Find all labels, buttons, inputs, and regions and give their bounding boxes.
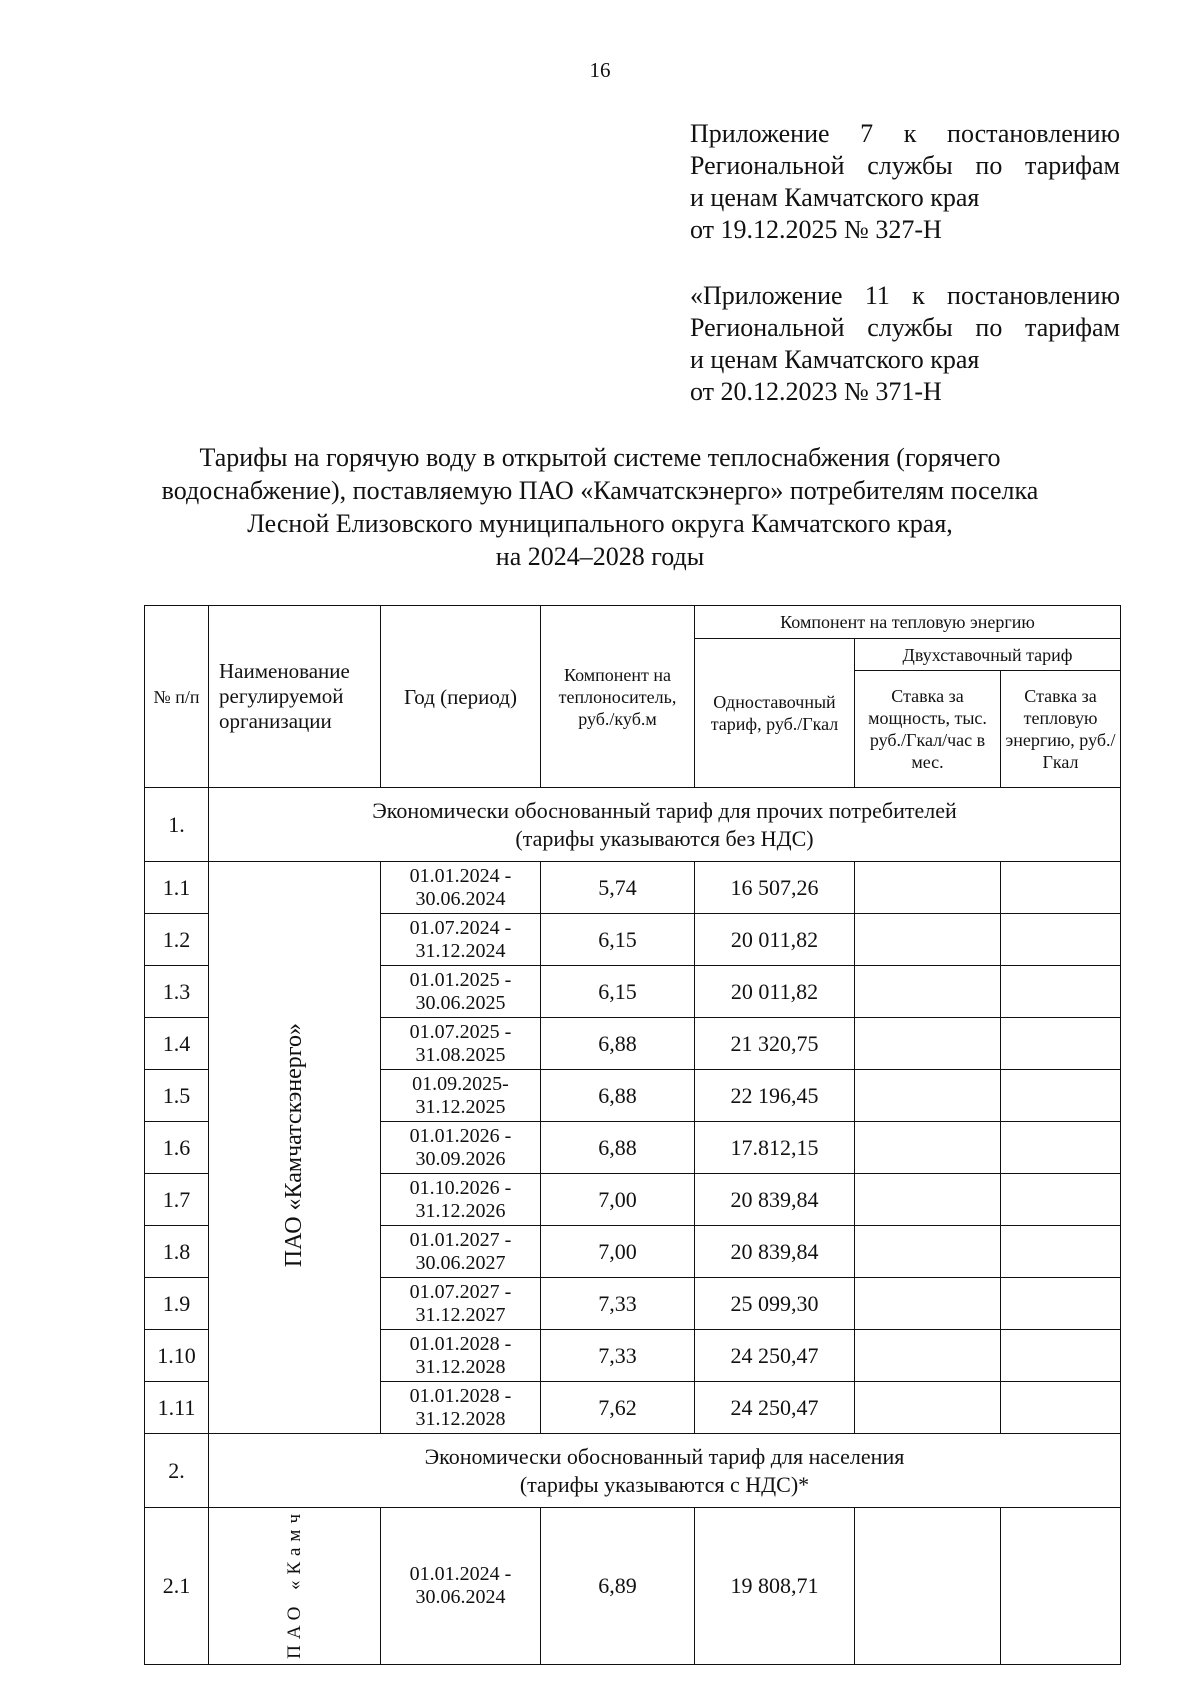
- section-title-line: (тарифы указываются с НДС)*: [519, 1471, 810, 1497]
- energy-rate-value: [1001, 966, 1121, 1018]
- period-end: 31.12.2024: [415, 939, 506, 962]
- annex-line: и ценам Камчатского края: [690, 345, 980, 374]
- title-line: водоснабжение), поставляемую ПАО «Камчатскэнерго» потребителям поселка: [161, 476, 1039, 505]
- period-end: 31.12.2026: [415, 1199, 506, 1222]
- table-row: [145, 1508, 1121, 1665]
- period-cell: [381, 1508, 541, 1665]
- period-start: 01.01.2028 -: [409, 1332, 512, 1355]
- energy-rate-value: [1001, 914, 1121, 966]
- tariff-table: [144, 605, 1121, 1665]
- single-rate-value: 20 839,84: [695, 1226, 855, 1278]
- energy-rate-value: [1001, 1508, 1121, 1665]
- header-energy-rate: Ставка за тепловую энергию, руб./Гкал: [1001, 671, 1121, 788]
- organization-name: ПАО «Камч: [283, 1508, 305, 1659]
- row-number: 1.7: [145, 1174, 209, 1226]
- title-line: на 2024–2028 годы: [495, 542, 705, 571]
- annex-line: от 19.12.2025 № 327-Н: [690, 215, 942, 244]
- annex-line: Региональной службы по тарифам: [690, 313, 1120, 342]
- annex-line: Региональной службы по тарифам: [690, 151, 1120, 180]
- period-cell: [381, 1122, 541, 1174]
- capacity-rate-value: [855, 1278, 1001, 1330]
- heat-carrier-value: 7,00: [541, 1174, 695, 1226]
- period-end: 30.06.2027: [415, 1251, 506, 1274]
- capacity-rate-value: [855, 1070, 1001, 1122]
- header-single-rate: Одноставочный тариф, руб./Гкал: [695, 639, 855, 788]
- row-number: 1.10: [145, 1330, 209, 1382]
- heat-carrier-value: 6,88: [541, 1070, 695, 1122]
- energy-rate-value: [1001, 1122, 1121, 1174]
- header-capacity-rate: Ставка за мощность, тыс. руб./Гкал/час в мес.: [855, 671, 1001, 788]
- energy-rate-value: [1001, 1382, 1121, 1434]
- period-end: 31.12.2027: [415, 1303, 506, 1326]
- organization-cell: [209, 862, 381, 1434]
- annex-reference: [690, 118, 1120, 246]
- organization-cell: [209, 1508, 381, 1665]
- single-rate-value: 19 808,71: [695, 1508, 855, 1665]
- quoted-annex-reference: [690, 280, 1120, 408]
- capacity-rate-value: [855, 1018, 1001, 1070]
- organization-name: ПАО «Камчатскэнерго»: [281, 1022, 307, 1268]
- single-rate-value: 25 099,30: [695, 1278, 855, 1330]
- period-start: 01.01.2028 -: [409, 1384, 512, 1407]
- row-number: 1.2: [145, 914, 209, 966]
- single-rate-value: 20 011,82: [695, 966, 855, 1018]
- single-rate-value: 22 196,45: [695, 1070, 855, 1122]
- heat-carrier-value: 5,74: [541, 862, 695, 914]
- period-start: 01.01.2024 -: [409, 1562, 512, 1585]
- page-number: 16: [589, 58, 611, 82]
- single-rate-value: 20 011,82: [695, 914, 855, 966]
- single-rate-value: 20 839,84: [695, 1174, 855, 1226]
- heat-carrier-value: 6,15: [541, 966, 695, 1018]
- title-line: Лесной Елизовского муниципального округа Камчатского края,: [247, 509, 953, 538]
- period-end: 30.09.2026: [415, 1147, 506, 1170]
- row-number: 1.1: [145, 862, 209, 914]
- section-title-line: Экономически обоснованный тариф для прочих потребителей: [372, 797, 957, 823]
- energy-rate-value: [1001, 1330, 1121, 1382]
- row-number: 1.8: [145, 1226, 209, 1278]
- period-start: 01.10.2026 -: [409, 1176, 512, 1199]
- section-row: [145, 1434, 1121, 1508]
- section-row: [145, 788, 1121, 862]
- period-cell: [381, 1018, 541, 1070]
- period-end: 30.06.2024: [415, 887, 506, 910]
- section-number: 1.: [145, 788, 209, 862]
- heat-carrier-value: 7,33: [541, 1330, 695, 1382]
- section-title-line: Экономически обоснованный тариф для населения: [424, 1443, 905, 1469]
- header-heat-energy-group: Компонент на тепловую энергию: [695, 606, 1121, 639]
- capacity-rate-value: [855, 1382, 1001, 1434]
- energy-rate-value: [1001, 1018, 1121, 1070]
- heat-carrier-value: 6,88: [541, 1122, 695, 1174]
- period-cell: [381, 1226, 541, 1278]
- period-cell: [381, 1278, 541, 1330]
- capacity-rate-value: [855, 1508, 1001, 1665]
- header-num: № п/п: [145, 606, 209, 788]
- period-cell: [381, 1382, 541, 1434]
- header-organization: Наименование регулируемой организации: [209, 606, 381, 788]
- energy-rate-value: [1001, 1278, 1121, 1330]
- row-number: 2.1: [145, 1508, 209, 1665]
- period-start: 01.01.2026 -: [409, 1124, 512, 1147]
- period-start: 01.01.2025 -: [409, 968, 512, 991]
- period-cell: [381, 1174, 541, 1226]
- period-cell: [381, 1330, 541, 1382]
- row-number: 1.6: [145, 1122, 209, 1174]
- single-rate-value: 16 507,26: [695, 862, 855, 914]
- heat-carrier-value: 6,15: [541, 914, 695, 966]
- single-rate-value: 24 250,47: [695, 1382, 855, 1434]
- period-end: 31.08.2025: [415, 1043, 506, 1066]
- single-rate-value: 17.812,15: [695, 1122, 855, 1174]
- period-end: 30.06.2024: [415, 1585, 506, 1608]
- period-start: 01.01.2027 -: [409, 1228, 512, 1251]
- section-title: [209, 788, 1121, 862]
- row-number: 1.11: [145, 1382, 209, 1434]
- period-cell: [381, 966, 541, 1018]
- header-period: Год (период): [381, 606, 541, 788]
- capacity-rate-value: [855, 966, 1001, 1018]
- capacity-rate-value: [855, 1330, 1001, 1382]
- period-start: 01.07.2025 -: [409, 1020, 512, 1043]
- period-start: 01.09.2025-: [412, 1072, 509, 1095]
- heat-carrier-value: 7,33: [541, 1278, 695, 1330]
- period-end: 31.12.2028: [415, 1355, 506, 1378]
- energy-rate-value: [1001, 1174, 1121, 1226]
- capacity-rate-value: [855, 1226, 1001, 1278]
- heat-carrier-value: 6,88: [541, 1018, 695, 1070]
- section-title: [209, 1434, 1121, 1508]
- period-start: 01.07.2027 -: [409, 1280, 512, 1303]
- period-cell: [381, 914, 541, 966]
- heat-carrier-value: 6,89: [541, 1508, 695, 1665]
- row-number: 1.9: [145, 1278, 209, 1330]
- section-title-line: (тарифы указываются без НДС): [515, 825, 814, 851]
- capacity-rate-value: [855, 914, 1001, 966]
- document-title: [80, 441, 1120, 573]
- capacity-rate-value: [855, 862, 1001, 914]
- annex-line: Приложение 7 к постановлению: [690, 119, 1120, 148]
- period-end: 31.12.2025: [415, 1095, 506, 1118]
- energy-rate-value: [1001, 862, 1121, 914]
- period-cell: [381, 1070, 541, 1122]
- header-two-rate: Двухставочный тариф: [855, 639, 1121, 671]
- annex-line: и ценам Камчатского края: [690, 183, 980, 212]
- period-start: 01.01.2024 -: [409, 864, 512, 887]
- period-end: 31.12.2028: [415, 1407, 506, 1430]
- annex-line: «Приложение 11 к постановлению: [690, 281, 1120, 310]
- heat-carrier-value: 7,62: [541, 1382, 695, 1434]
- header-heat-carrier: Компонент на теплоноситель, руб./куб.м: [541, 606, 695, 788]
- period-start: 01.07.2024 -: [409, 916, 512, 939]
- heat-carrier-value: 7,00: [541, 1226, 695, 1278]
- row-number: 1.4: [145, 1018, 209, 1070]
- single-rate-value: 24 250,47: [695, 1330, 855, 1382]
- capacity-rate-value: [855, 1122, 1001, 1174]
- single-rate-value: 21 320,75: [695, 1018, 855, 1070]
- period-cell: [381, 862, 541, 914]
- row-number: 1.5: [145, 1070, 209, 1122]
- row-number: 1.3: [145, 966, 209, 1018]
- period-end: 30.06.2025: [415, 991, 506, 1014]
- energy-rate-value: [1001, 1226, 1121, 1278]
- annex-line: от 20.12.2023 № 371-Н: [690, 377, 942, 406]
- energy-rate-value: [1001, 1070, 1121, 1122]
- capacity-rate-value: [855, 1174, 1001, 1226]
- title-line: Тарифы на горячую воду в открытой системе теплоснабжения (горячего: [199, 443, 1001, 472]
- section-number: 2.: [145, 1434, 209, 1508]
- table-row: [145, 862, 1121, 914]
